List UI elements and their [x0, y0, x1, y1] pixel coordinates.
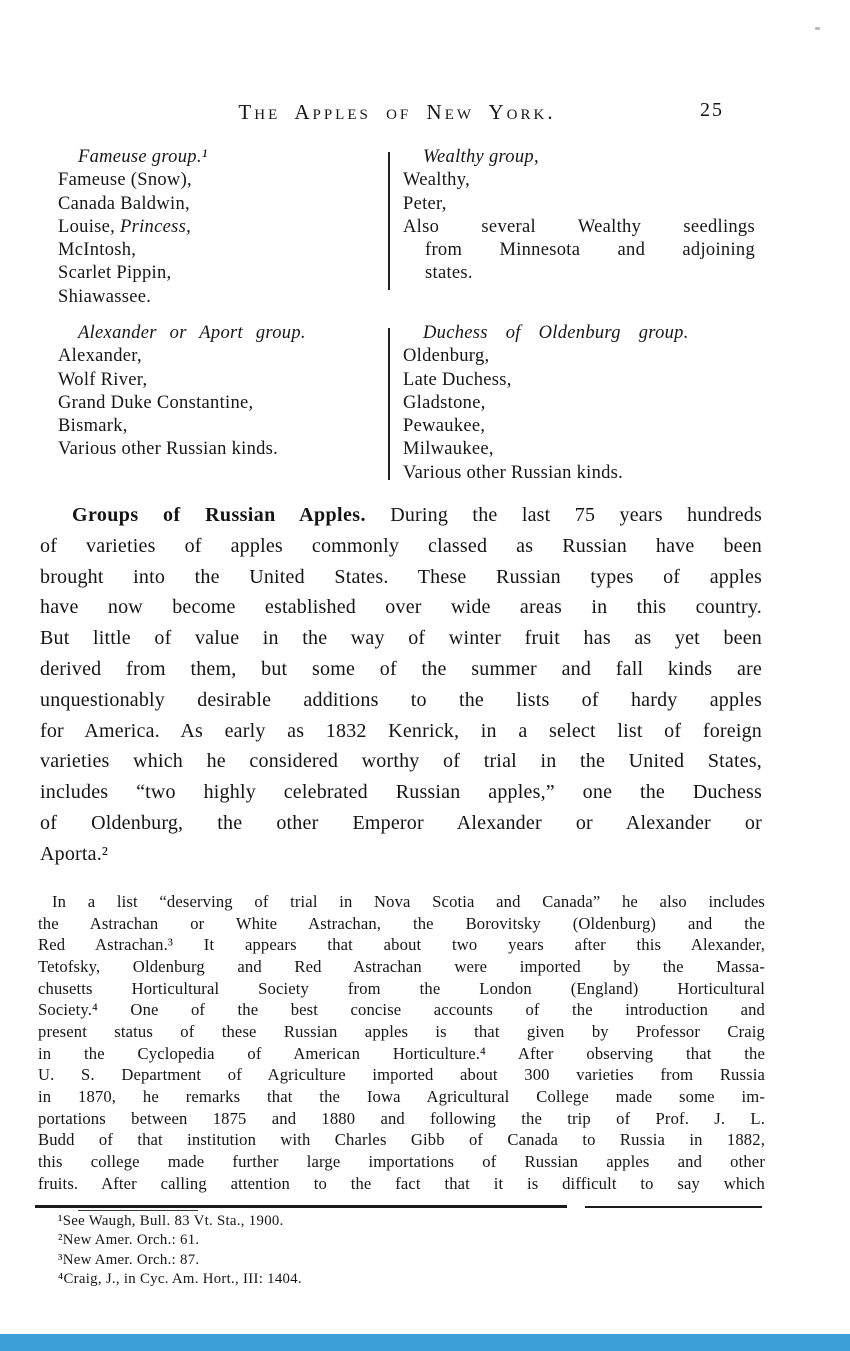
duchess-group-list: [403, 322, 755, 485]
list-item-text: Louise,: [58, 216, 121, 237]
list-item: Also several Wealthy seedlings: [403, 216, 755, 237]
footnote: ²New Amer. Orch.: 61.: [58, 1232, 200, 1249]
list-item: Peter,: [403, 193, 447, 214]
paragraph-line: portations between 1875 and 1880 and following the trip of Prof. J. L.: [38, 1108, 765, 1128]
paragraph-line: Budd of that institution with Charles Gibb of Canada to Russia in 1882,: [38, 1130, 765, 1150]
paragraph-line: brought into the United States. These Russian types of apples: [40, 565, 762, 588]
footnote-rule-artifact: [78, 1210, 198, 1211]
list-item: Scarlet Pippin,: [58, 263, 172, 284]
bottom-bar: [0, 1334, 850, 1351]
paragraph-line: in the Cyclopedia of American Horticulture.⁴ After observing that the: [38, 1043, 765, 1063]
column-divider: [388, 152, 390, 290]
paragraph-line: have now become established over wide areas in this country.: [40, 596, 762, 619]
footnote: ⁴Craig, J., in Cyc. Am. Hort., III: 1404.: [58, 1270, 302, 1287]
list-item: Grand Duke Constantine,: [58, 392, 254, 413]
list-item: Alexander,: [58, 346, 142, 367]
footnote: ¹See Waugh, Bull. 83 Vt. Sta., 1900.: [58, 1213, 284, 1229]
paragraph-line: But little of value in the way of winter fruit has as yet been: [40, 627, 762, 650]
alexander-group-list: [58, 322, 373, 462]
paragraph-line: In a list “deserving of trial in Nova Scotia and Canada” he also includes: [52, 892, 765, 911]
list-item: Various other Russian kinds.: [58, 439, 279, 460]
paragraph-line: fruits. After calling attention to the fact that it is difficult to say which: [38, 1173, 765, 1193]
page-number: 25: [700, 99, 724, 121]
paragraph-line-text: During the last 75 years hundreds: [390, 504, 762, 526]
paragraph-line: present status of these Russian apples is that given by Professor Craig: [38, 1021, 765, 1041]
group-title: Alexander or Aport group.: [78, 323, 306, 343]
footnote: ³New Amer. Orch.: 87.: [58, 1251, 200, 1268]
paragraph-line: for America. As early as 1832 Kenrick, in a select list of foreign: [40, 719, 762, 742]
list-item: Milwaukee,: [403, 439, 494, 460]
paragraph-line: Aporta.²: [40, 842, 109, 865]
column-divider: [388, 328, 390, 480]
footnote-rule: [585, 1206, 762, 1208]
group-title: Wealthy group,: [423, 147, 539, 167]
paragraph-line: unquestionably desirable additions to the lists of hardy apples: [40, 688, 762, 711]
list-item: Wolf River,: [58, 369, 148, 390]
list-item: Wealthy,: [403, 170, 471, 191]
paragraph-line: U. S. Department of Agriculture imported about 300 varieties from Russia: [38, 1065, 765, 1085]
paragraph-line: the Astrachan or White Astrachan, the Borovitsky (Oldenburg) and the: [38, 913, 765, 933]
paragraph-line: [40, 500, 762, 531]
list-item-continuation: states.: [425, 263, 473, 284]
list-item: Fameuse (Snow),: [58, 170, 192, 191]
fameuse-group-list: [58, 146, 373, 309]
paragraph-line: in 1870, he remarks that the Iowa Agricultural College made some im-: [38, 1086, 765, 1106]
list-item: Late Duchess,: [403, 369, 512, 390]
paragraph-line: Red Astrachan.³ It appears that about two years after this Alexander,: [38, 935, 765, 955]
paragraph-line: of Oldenburg, the other Emperor Alexander or Alexander or: [40, 811, 762, 834]
list-item: Oldenburg,: [403, 346, 490, 367]
list-item-continuation: from Minnesota and adjoining: [425, 240, 755, 261]
list-item: Shiawassee.: [58, 286, 152, 307]
list-item-italic: Princess,: [120, 216, 192, 237]
small-text-paragraph: [38, 891, 765, 1194]
list-item: Pewaukee,: [403, 416, 486, 437]
paragraph-line: varieties which he considered worthy of trial in the United States,: [40, 750, 762, 773]
paragraph-line: derived from them, but some of the summer and fall kinds are: [40, 657, 762, 680]
paragraph-line: chusetts Horticultural Society from the London (England) Horticultural: [38, 978, 765, 998]
list-item: Canada Baldwin,: [58, 193, 190, 214]
paragraph-line: this college made further large importations of Russian apples and other: [38, 1151, 765, 1171]
group-title: Duchess of Oldenburg group.: [423, 323, 689, 343]
footnotes: [58, 1212, 718, 1289]
running-head-title: The Apples of New York.: [238, 100, 556, 124]
list-item: Gladstone,: [403, 392, 486, 413]
paragraph-lead: Groups of Russian Apples.: [72, 504, 366, 526]
paragraph-line: Tetofsky, Oldenburg and Red Astrachan were imported by the Massa-: [38, 956, 765, 976]
list-item: McIntosh,: [58, 240, 137, 261]
footnote-rule: [35, 1205, 567, 1208]
scan-artifact-dot: [815, 27, 820, 30]
group-title: Fameuse group.¹: [78, 147, 208, 167]
paragraph-line: includes “two highly celebrated Russian apples,” one the Duchess: [40, 781, 762, 804]
main-paragraph: [40, 500, 762, 870]
paragraph-line: Society.⁴ One of the best concise accounts of the introduction and: [38, 1000, 765, 1020]
wealthy-group-list: [403, 146, 755, 286]
list-item: [58, 216, 373, 239]
list-item: Various other Russian kinds.: [403, 462, 624, 483]
list-item: Bismark,: [58, 416, 128, 437]
paragraph-line: of varieties of apples commonly classed as Russian have been: [40, 534, 762, 557]
